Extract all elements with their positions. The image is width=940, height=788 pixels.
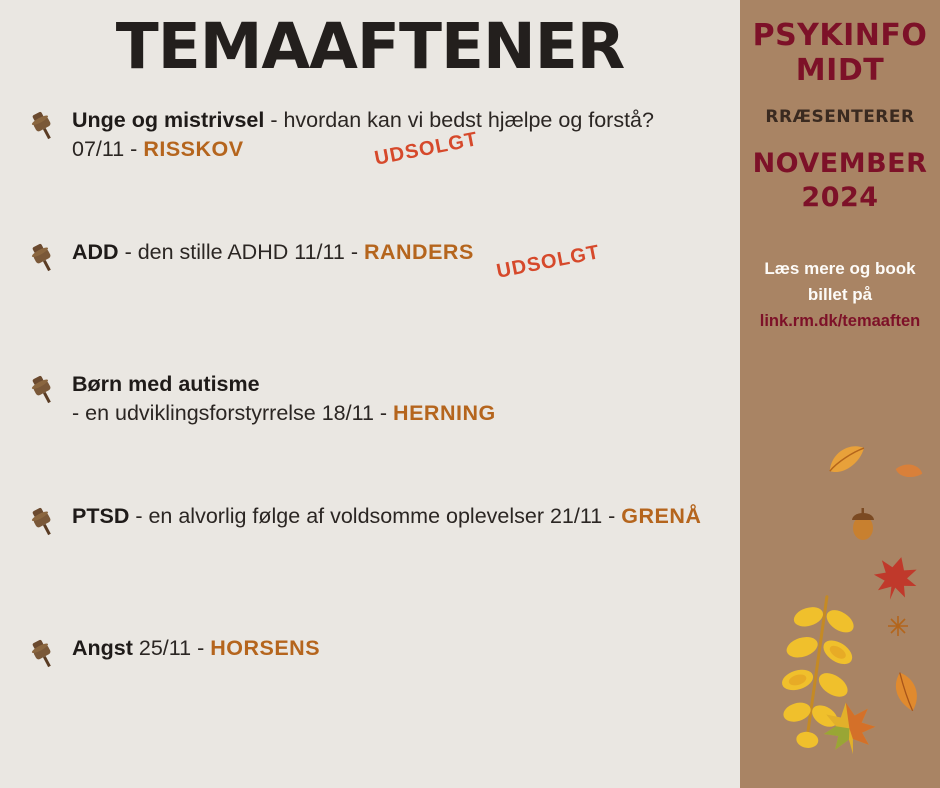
- event-text: [72, 106, 712, 170]
- pushpin-icon: [26, 502, 72, 538]
- list-item: [26, 634, 716, 726]
- event-title: PTSD: [72, 504, 130, 529]
- list-item: [26, 106, 716, 198]
- brand-line-1: PSYKINFO: [752, 18, 928, 53]
- presents-label: RRÆSENTERER: [765, 106, 915, 127]
- autumn-leaves-decoration: [740, 440, 940, 788]
- event-desc: 25/11 -: [132, 636, 211, 661]
- event-desc: - hvordan kan vi bedst hjælpe og forstå? 07/11 -: [72, 108, 654, 162]
- event-title: Børn med autisme: [72, 372, 260, 397]
- event-city: RISSKOV: [143, 137, 244, 162]
- list-item: [26, 502, 716, 594]
- event-title: Angst: [72, 636, 133, 661]
- pushpin-icon: [26, 106, 72, 142]
- status-badge: UDSOLGT: [372, 128, 480, 170]
- event-text: [72, 238, 602, 283]
- pushpin-icon: [26, 370, 72, 406]
- sidebar: [740, 0, 940, 788]
- event-city: HERNING: [393, 401, 496, 426]
- list-item: [26, 370, 716, 462]
- event-title: ADD: [72, 240, 119, 265]
- month-name: NOVEMBER: [752, 147, 928, 179]
- event-title: Unge og mistrivsel: [72, 108, 265, 133]
- pushpin-icon: [26, 634, 72, 670]
- event-city: RANDERS: [363, 240, 474, 265]
- booking-text: Læs mere og book billet på: [764, 259, 916, 304]
- month-year: 2024: [801, 181, 879, 213]
- event-desc: - den stille ADHD 11/11 -: [118, 240, 364, 265]
- event-list: [0, 106, 740, 726]
- brand-line-2: MIDT: [795, 53, 885, 89]
- event-text: [72, 370, 496, 428]
- pushpin-icon: [26, 238, 72, 274]
- list-item: [26, 238, 716, 330]
- event-city: HORSENS: [210, 636, 321, 661]
- page-title: TEMAAFTENER: [115, 10, 625, 83]
- event-city: GRENÅ: [621, 504, 702, 529]
- event-desc: - en alvorlig følge af voldsomme oplevelser 21/11 -: [129, 504, 622, 529]
- booking-link[interactable]: link.rm.dk/temaaften: [759, 312, 921, 331]
- month-heading: [740, 147, 940, 215]
- event-text: [72, 634, 320, 663]
- event-text: [72, 502, 701, 531]
- leaf-cluster-icon: [740, 440, 940, 788]
- brand-name: [740, 18, 940, 89]
- booking-info: [740, 256, 940, 334]
- event-desc: - en udviklingsforstyrrelse 18/11 -: [72, 401, 394, 426]
- status-badge: UDSOLGT: [494, 241, 602, 283]
